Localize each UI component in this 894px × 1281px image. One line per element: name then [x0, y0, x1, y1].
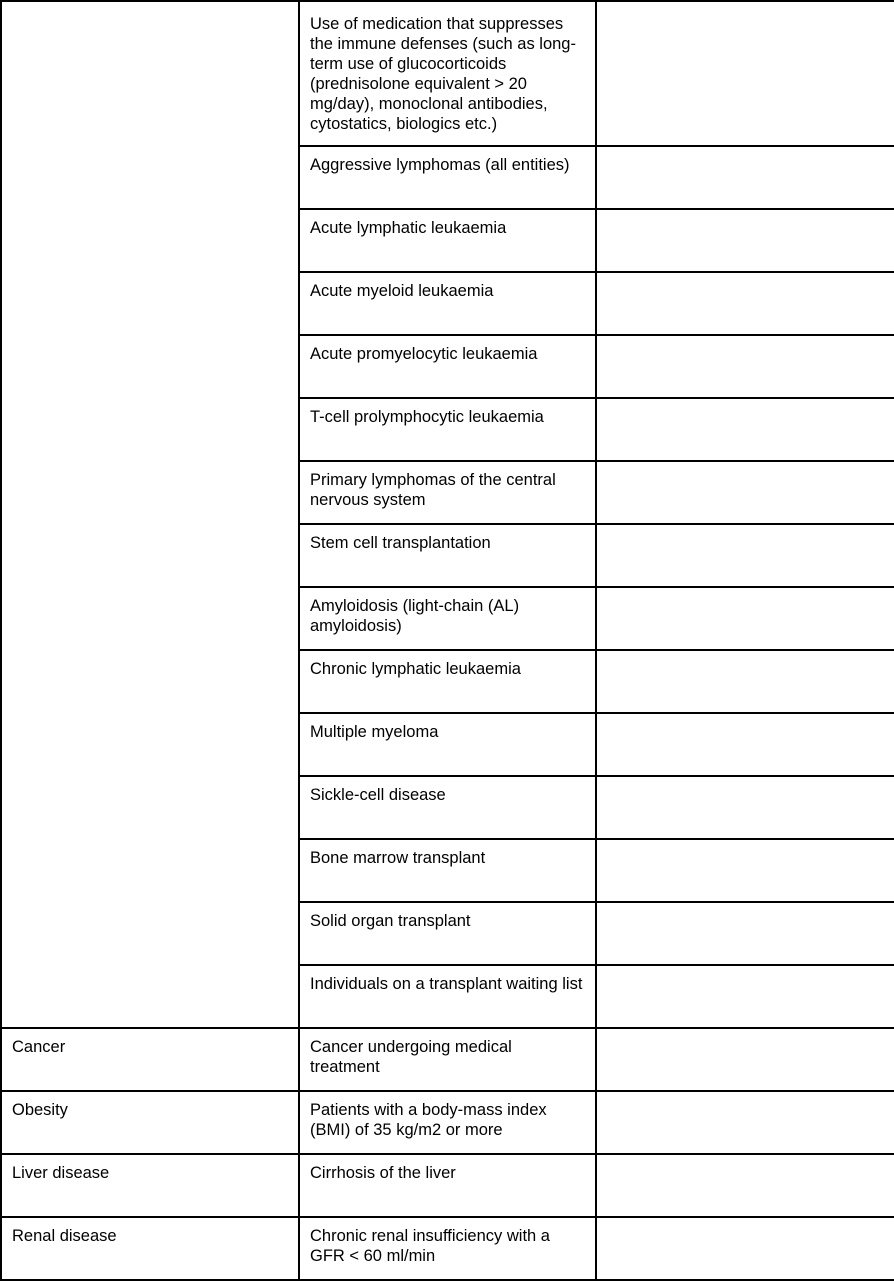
blank-cell [596, 713, 894, 776]
blank-cell [596, 1091, 894, 1154]
blank-cell [596, 335, 894, 398]
blank-cell [596, 524, 894, 587]
category-cell: Obesity [1, 1091, 299, 1154]
condition-cell: Individuals on a transplant waiting list [299, 965, 596, 1028]
blank-cell [596, 209, 894, 272]
blank-cell [596, 839, 894, 902]
condition-cell: Chronic lymphatic leukaemia [299, 650, 596, 713]
condition-cell: Chronic renal insufficiency with a GFR < 60 ml/min [299, 1217, 596, 1280]
condition-cell: Primary lymphomas of the central nervous system [299, 461, 596, 524]
category-cell: Liver disease [1, 1154, 299, 1217]
condition-cell: Acute promyelocytic leukaemia [299, 335, 596, 398]
condition-cell: Use of medication that suppresses the immune defenses (such as long-term use of glucocorticoids (prednisolone equivalent > 20 mg/day), monoclonal antibodies, cytostatics, biologics etc.) [299, 1, 596, 146]
blank-cell [596, 272, 894, 335]
blank-cell [596, 1154, 894, 1217]
condition-cell: Acute lymphatic leukaemia [299, 209, 596, 272]
condition-cell: Cirrhosis of the liver [299, 1154, 596, 1217]
condition-cell: Amyloidosis (light-chain (AL) amyloidosis) [299, 587, 596, 650]
category-cell: Renal disease [1, 1217, 299, 1280]
blank-cell [596, 1, 894, 146]
category-cell-empty [1, 1, 299, 1028]
condition-cell: Cancer undergoing medical treatment [299, 1028, 596, 1091]
condition-cell: T-cell prolymphocytic leukaemia [299, 398, 596, 461]
table-row [1, 1028, 894, 1091]
blank-cell [596, 965, 894, 1028]
blank-cell [596, 650, 894, 713]
table-row [1, 1154, 894, 1217]
condition-cell: Aggressive lymphomas (all entities) [299, 146, 596, 209]
blank-cell [596, 1028, 894, 1091]
condition-cell: Patients with a body-mass index (BMI) of 35 kg/m2 or more [299, 1091, 596, 1154]
category-cell: Cancer [1, 1028, 299, 1091]
blank-cell [596, 1217, 894, 1280]
condition-cell: Bone marrow transplant [299, 839, 596, 902]
condition-cell: Solid organ transplant [299, 902, 596, 965]
blank-cell [596, 776, 894, 839]
table-row [1, 1091, 894, 1154]
table-row [1, 1217, 894, 1280]
blank-cell [596, 587, 894, 650]
blank-cell [596, 902, 894, 965]
condition-cell: Sickle-cell disease [299, 776, 596, 839]
blank-cell [596, 146, 894, 209]
condition-cell: Stem cell transplantation [299, 524, 596, 587]
table-row [1, 1, 894, 146]
blank-cell [596, 461, 894, 524]
condition-cell: Multiple myeloma [299, 713, 596, 776]
condition-cell: Acute myeloid leukaemia [299, 272, 596, 335]
blank-cell [596, 398, 894, 461]
